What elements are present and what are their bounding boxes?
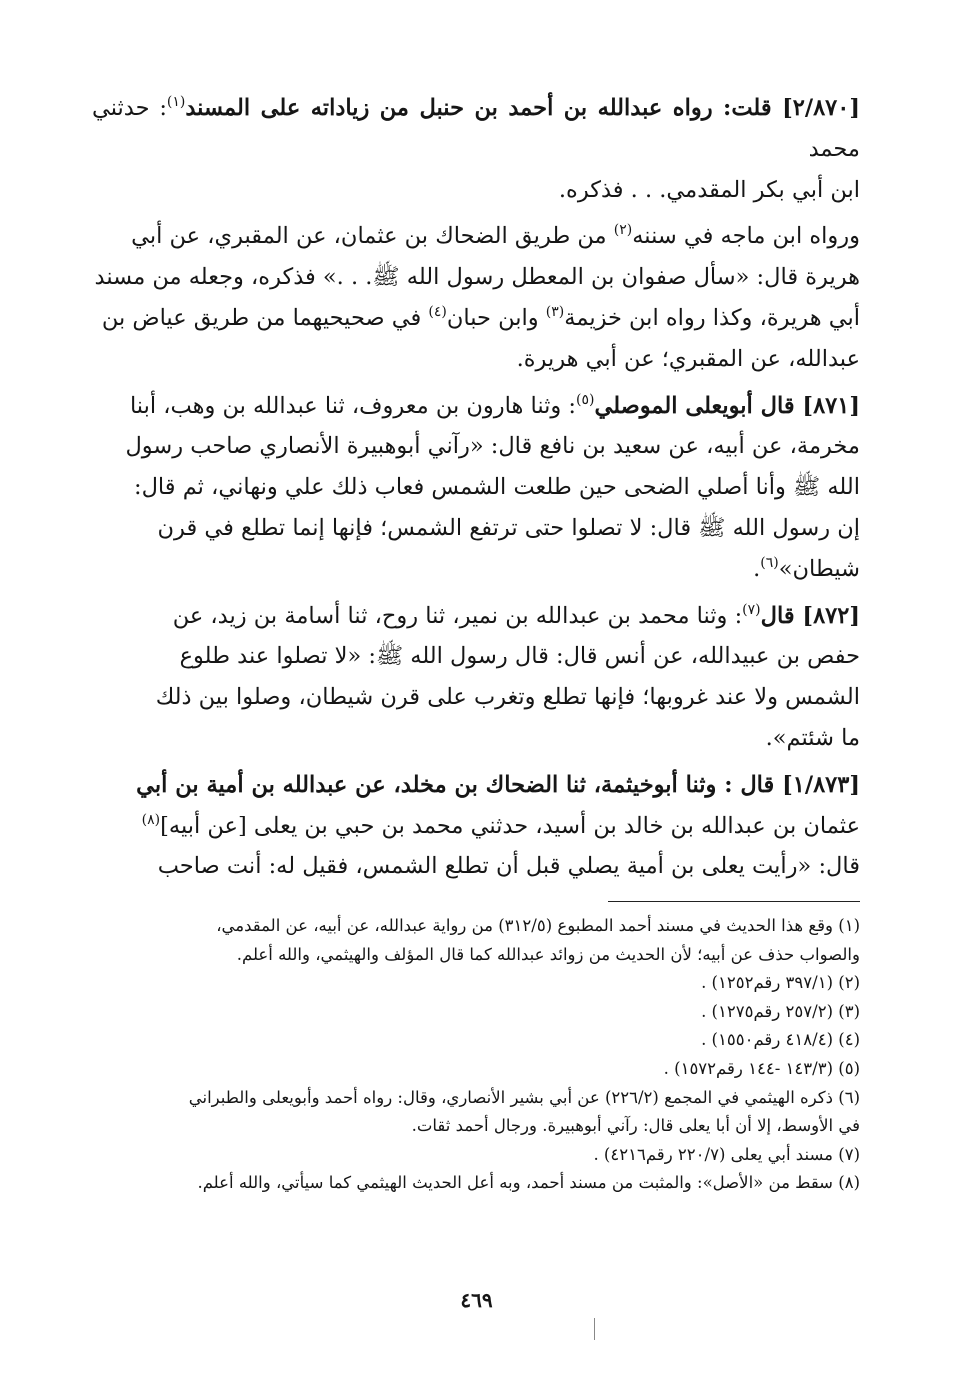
text-segment: [١/٨٧٣] قال : وثنا أبوخيثمة، ثنا الضحاك بن مخلد، عن عبدالله بن أمية بن أبي — [136, 771, 860, 798]
text-segment: ورواه ابن ماجه في سننه — [632, 223, 860, 250]
text-line: حفص بن عبيدالله، عن أنس قال: قال رسول الله ﷺ: «لا تصلوا عند طلوع — [179, 643, 860, 670]
footnote-ref: (٦) — [760, 554, 779, 571]
text-segment: [٢/٨٧٠] قلت: رواه عبدالله بن أحمد بن حنبل من زياداته على المسند — [185, 95, 860, 121]
text-segment: : وثنا هارون بن معروف، ثنا عبدالله بن وهب، أبنا — [129, 392, 576, 419]
page-number: ٤٦٩ — [460, 1288, 493, 1312]
footnote — [92, 1084, 860, 1141]
text-line: هريرة قال: «سأل صفوان بن المعطل رسول الله ﷺ. . .» فذكره، وجعله من مسند — [94, 264, 860, 291]
text-segment: أبي هريرة، وكذا رواه ابن خزيمة — [564, 304, 860, 331]
footnote-ref: (٢) — [613, 222, 633, 239]
footnote — [92, 1055, 860, 1084]
text-segment: . — [753, 555, 761, 582]
footnote-line: (٣) (٢٥٧/٢ رقم١٢٧٥) . — [701, 1001, 860, 1021]
text-line — [92, 216, 860, 257]
footnote — [92, 912, 860, 969]
footnote — [92, 1026, 860, 1055]
text-segment: عثمان بن عبدالله بن خالد بن أسيد، حدثني محمد بن حبي بن يعلى [عن أبيه] — [160, 812, 860, 839]
footnote-line: (٥) (١٤٣/٣ -١٤٤ رقم١٥٧٢) . — [663, 1058, 860, 1078]
hadith-paragraph — [92, 596, 860, 759]
hadith-paragraph — [92, 88, 860, 210]
footnote-ref: (٤) — [428, 303, 447, 320]
footnote-ref: (١) — [166, 94, 186, 110]
text-line — [92, 596, 860, 637]
text-line: إن رسول الله ﷺ قال: لا تصلوا حتى ترتفع الشمس؛ فإنها إنما تطلع في قرن — [157, 514, 860, 541]
hadith-paragraph — [92, 386, 860, 590]
footnote-line: (٧) مسند أبي يعلى (٢٢٠/٧ رقم٤٢١٦) . — [593, 1144, 860, 1164]
text-segment: [٨٧٢] قال — [760, 602, 860, 629]
text-line — [92, 806, 860, 847]
footnotes — [92, 912, 860, 1198]
text-segment: في صحيحيهما من طريق عياض بن — [101, 304, 429, 331]
text-line: قال: «رأيت يعلى بن أمية يصلي قبل أن تطلع الشمس، فقيل له: أنت صاحب — [157, 853, 860, 880]
text-line: الله ﷺ وأنا أصلي الضحى حين طلعت الشمس فعاب ذلك علي ونهاني، ثم قال: — [134, 474, 860, 501]
footnote — [92, 969, 860, 998]
footnote-line: (١) وقع هذا الحديث في مسند أحمد المطبوع (٣١٢/٥) من رواية عبدالله، عن أبيه، عن المقدمي، — [216, 916, 860, 935]
footnote-ref: (٣) — [545, 303, 565, 320]
commentary-paragraph — [92, 216, 860, 379]
footnote — [92, 1141, 860, 1170]
footnote — [92, 998, 860, 1027]
text-line — [92, 765, 860, 806]
footnote-ref: (٧) — [742, 601, 761, 618]
footnote-line: في الأوسط، إلا أن أبا يعلى قال: رآني أبوهبيرة. ورجال أحمد ثقات. — [411, 1116, 860, 1136]
text-line: الشمس ولا عند غروبها؛ فإنها تطلع وتغرب على قرن شيطان، وصلوا بين ذلك — [155, 684, 860, 711]
text-line — [92, 386, 860, 427]
main-text — [92, 88, 860, 893]
text-line — [92, 298, 860, 339]
text-line — [92, 88, 860, 170]
footnote-line: (٨) سقط من «الأصل»: والمثبت من مسند أحمد، وبه أعل الحديث الهيثمي كما سيأتي، والله أعلم. — [197, 1173, 860, 1193]
text-line — [92, 549, 860, 590]
scan-mark — [594, 1318, 595, 1340]
text-line: مخرمة، عن أبيه، عن سعيد بن نافع قال: «رآني أبوهبيرة الأنصاري صاحب رسول — [125, 433, 860, 460]
text-segment: : وثنا محمد بن عبدالله بن نمير، ثنا روح، ثنا أسامة بن زيد، عن — [172, 602, 743, 629]
hadith-paragraph — [92, 765, 860, 887]
text-segment: من طريق الضحاك بن عثمان، عن المقبري، عن أبي — [131, 223, 614, 250]
footnote — [92, 1169, 860, 1198]
footnote-line: (٢) (٣٩٧/١ رقم١٢٥٢) . — [701, 973, 860, 993]
text-line: ما شئتم». — [765, 724, 860, 751]
text-line: ابن أبي بكر المقدمي. . . فذكره. — [558, 176, 860, 203]
footnote-line: (٦) ذكره الهيثمي في المجمع (٢٢٦/٢) عن أبي بشير الأنصاري، وقال: رواه أحمد وأبويعلى والطبراني — [188, 1087, 860, 1107]
text-segment: شيطان» — [778, 555, 860, 582]
footnote-separator — [608, 901, 860, 902]
footnote-line: والصواب حذف عن أبيه؛ لأن الحديث من زوائد عبدالله كما قال المؤلف والهيثمي، والله أعلم. — [236, 944, 860, 964]
text-segment: وابن حبان — [446, 304, 546, 331]
footnote-ref: (٨) — [141, 811, 161, 828]
text-segment: [٨٧١] قال أبويعلى الموصلي — [594, 392, 860, 419]
text-line: عبدالله، عن المقبري؛ عن أبي هريرة. — [516, 345, 860, 372]
footnote-line: (٤) (٤١٨/٤ رقم١٥٥٠) . — [701, 1030, 860, 1050]
text-segment: : حدثني محمد — [92, 95, 860, 162]
footnote-ref: (٥) — [576, 391, 595, 408]
